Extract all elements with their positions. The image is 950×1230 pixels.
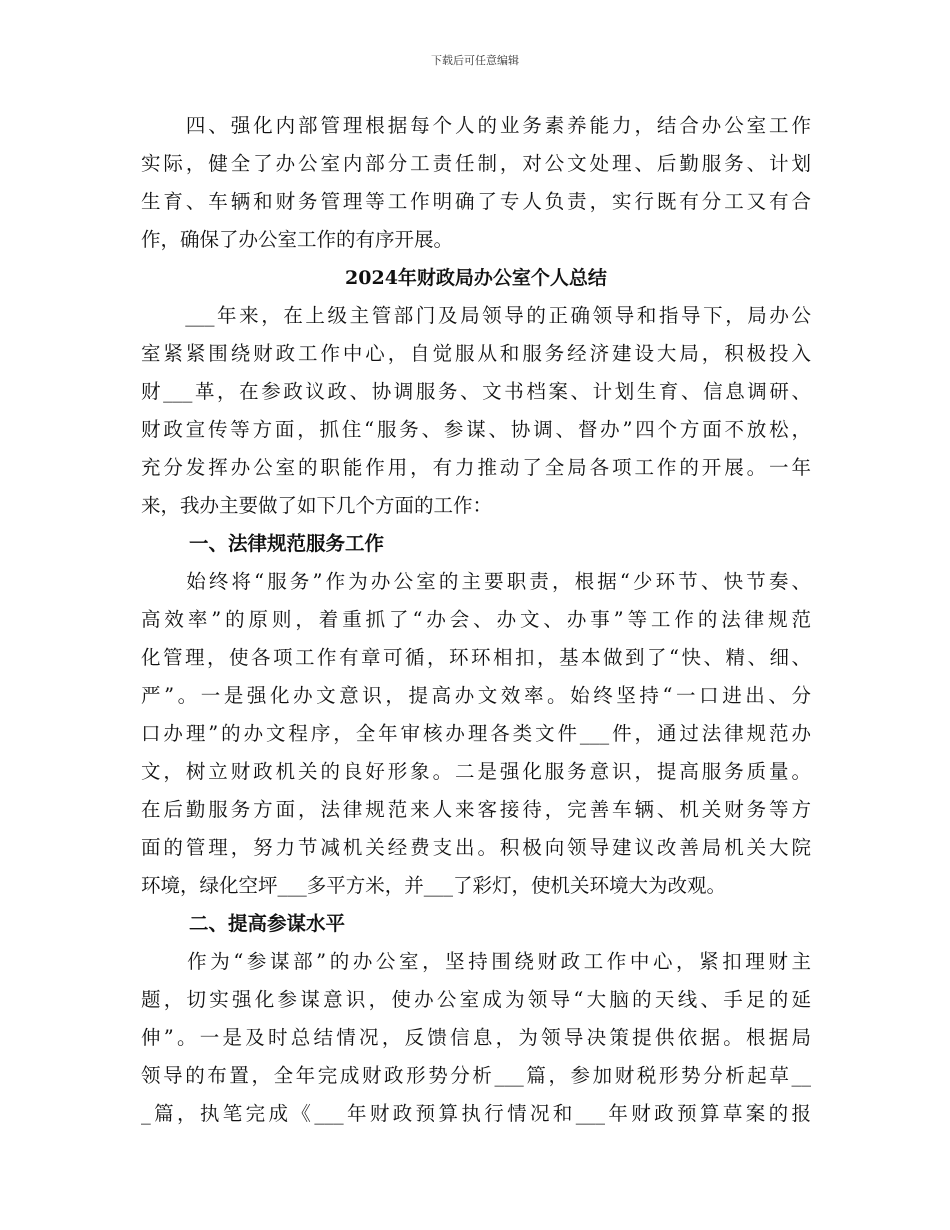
text-line: 作为“参谋部”的办公室，坚持围绕财政工作中心，紧扣理财主 [141,950,811,973]
text-line: ___年来，在上级主管部门及局领导的正确领导和指导下，局办公 [141,304,811,327]
text-line: 作，确保了办公室工作的有序开展。 [141,228,454,251]
text-line: _篇，执笔完成《___年财政预算执行情况和___年财政预算草案的报 [141,1102,811,1125]
text-line: 高效率”的原则，着重抓了“办会、办文、办事”等工作的法律规范 [141,608,811,631]
text-line: 财___革，在参政议政、协调服务、文书档案、计划生育、信息调研、 [141,380,811,403]
text-line: 口办理”的办文程序，全年审核办理各类文件___件，通过法律规范办 [141,722,811,745]
text-line: 文，树立财政机关的良好形象。二是强化服务意识，提高服务质量。 [141,760,811,783]
text-line: 化管理，使各项工作有章可循，环环相扣，基本做到了“快、精、细、 [141,646,811,669]
text-line: 来，我办主要做了如下几个方面的工作： [141,494,493,517]
text-line: 始终将“服务”作为办公室的主要职责，根据“少环节、快节奏、 [141,570,811,593]
text-line: 严”。一是强化办文意识，提高办文效率。始终坚持“一口进出、分 [141,684,811,707]
text-line: 伸”。一是及时总结情况，反馈信息，为领导决策提供依据。根据局 [141,1026,811,1049]
text-line: 题，切实强化参谋意识，使办公室成为领导“大脑的天线、手足的延 [141,988,811,1011]
text-line: 充分发挥办公室的职能作用，有力推动了全局各项工作的开展。一年 [141,456,811,479]
text-line: 领导的布置，全年完成财政形势分析___篇，参加财税形势分析起草__ [141,1064,811,1087]
section-heading: 一、法律规范服务工作 [189,532,385,555]
text-line: 在后勤服务方面，法律规范来人来客接待，完善车辆、机关财务等方 [141,798,811,821]
section-heading: 二、提高参谋水平 [189,912,346,935]
text-line: 财政宣传等方面，抓住“服务、参谋、协调、督办”四个方面不放松， [141,418,811,441]
text-line: 面的管理，努力节减机关经费支出。积极向领导建议改善局机关大院 [141,836,811,859]
page-header: 下载后可任意编辑 [431,54,519,67]
text-line: 环境，绿化空坪___多平方米，并___了彩灯，使机关环境大为改观。 [141,874,727,897]
document-title: 2024年财政局办公室个人总结 [345,267,607,289]
text-line: 室紧紧围绕财政工作中心，自觉服从和服务经济建设大局，积极投入 [141,342,811,365]
text-line: 四、强化内部管理根据每个人的业务素养能力，结合办公室工作 [141,114,811,137]
text-line: 生育、车辆和财务管理等工作明确了专人负责，实行既有分工又有合 [141,190,811,213]
text-line: 实际，健全了办公室内部分工责任制，对公文处理、后勤服务、计划 [141,152,811,175]
document-body [141,112,811,1138]
